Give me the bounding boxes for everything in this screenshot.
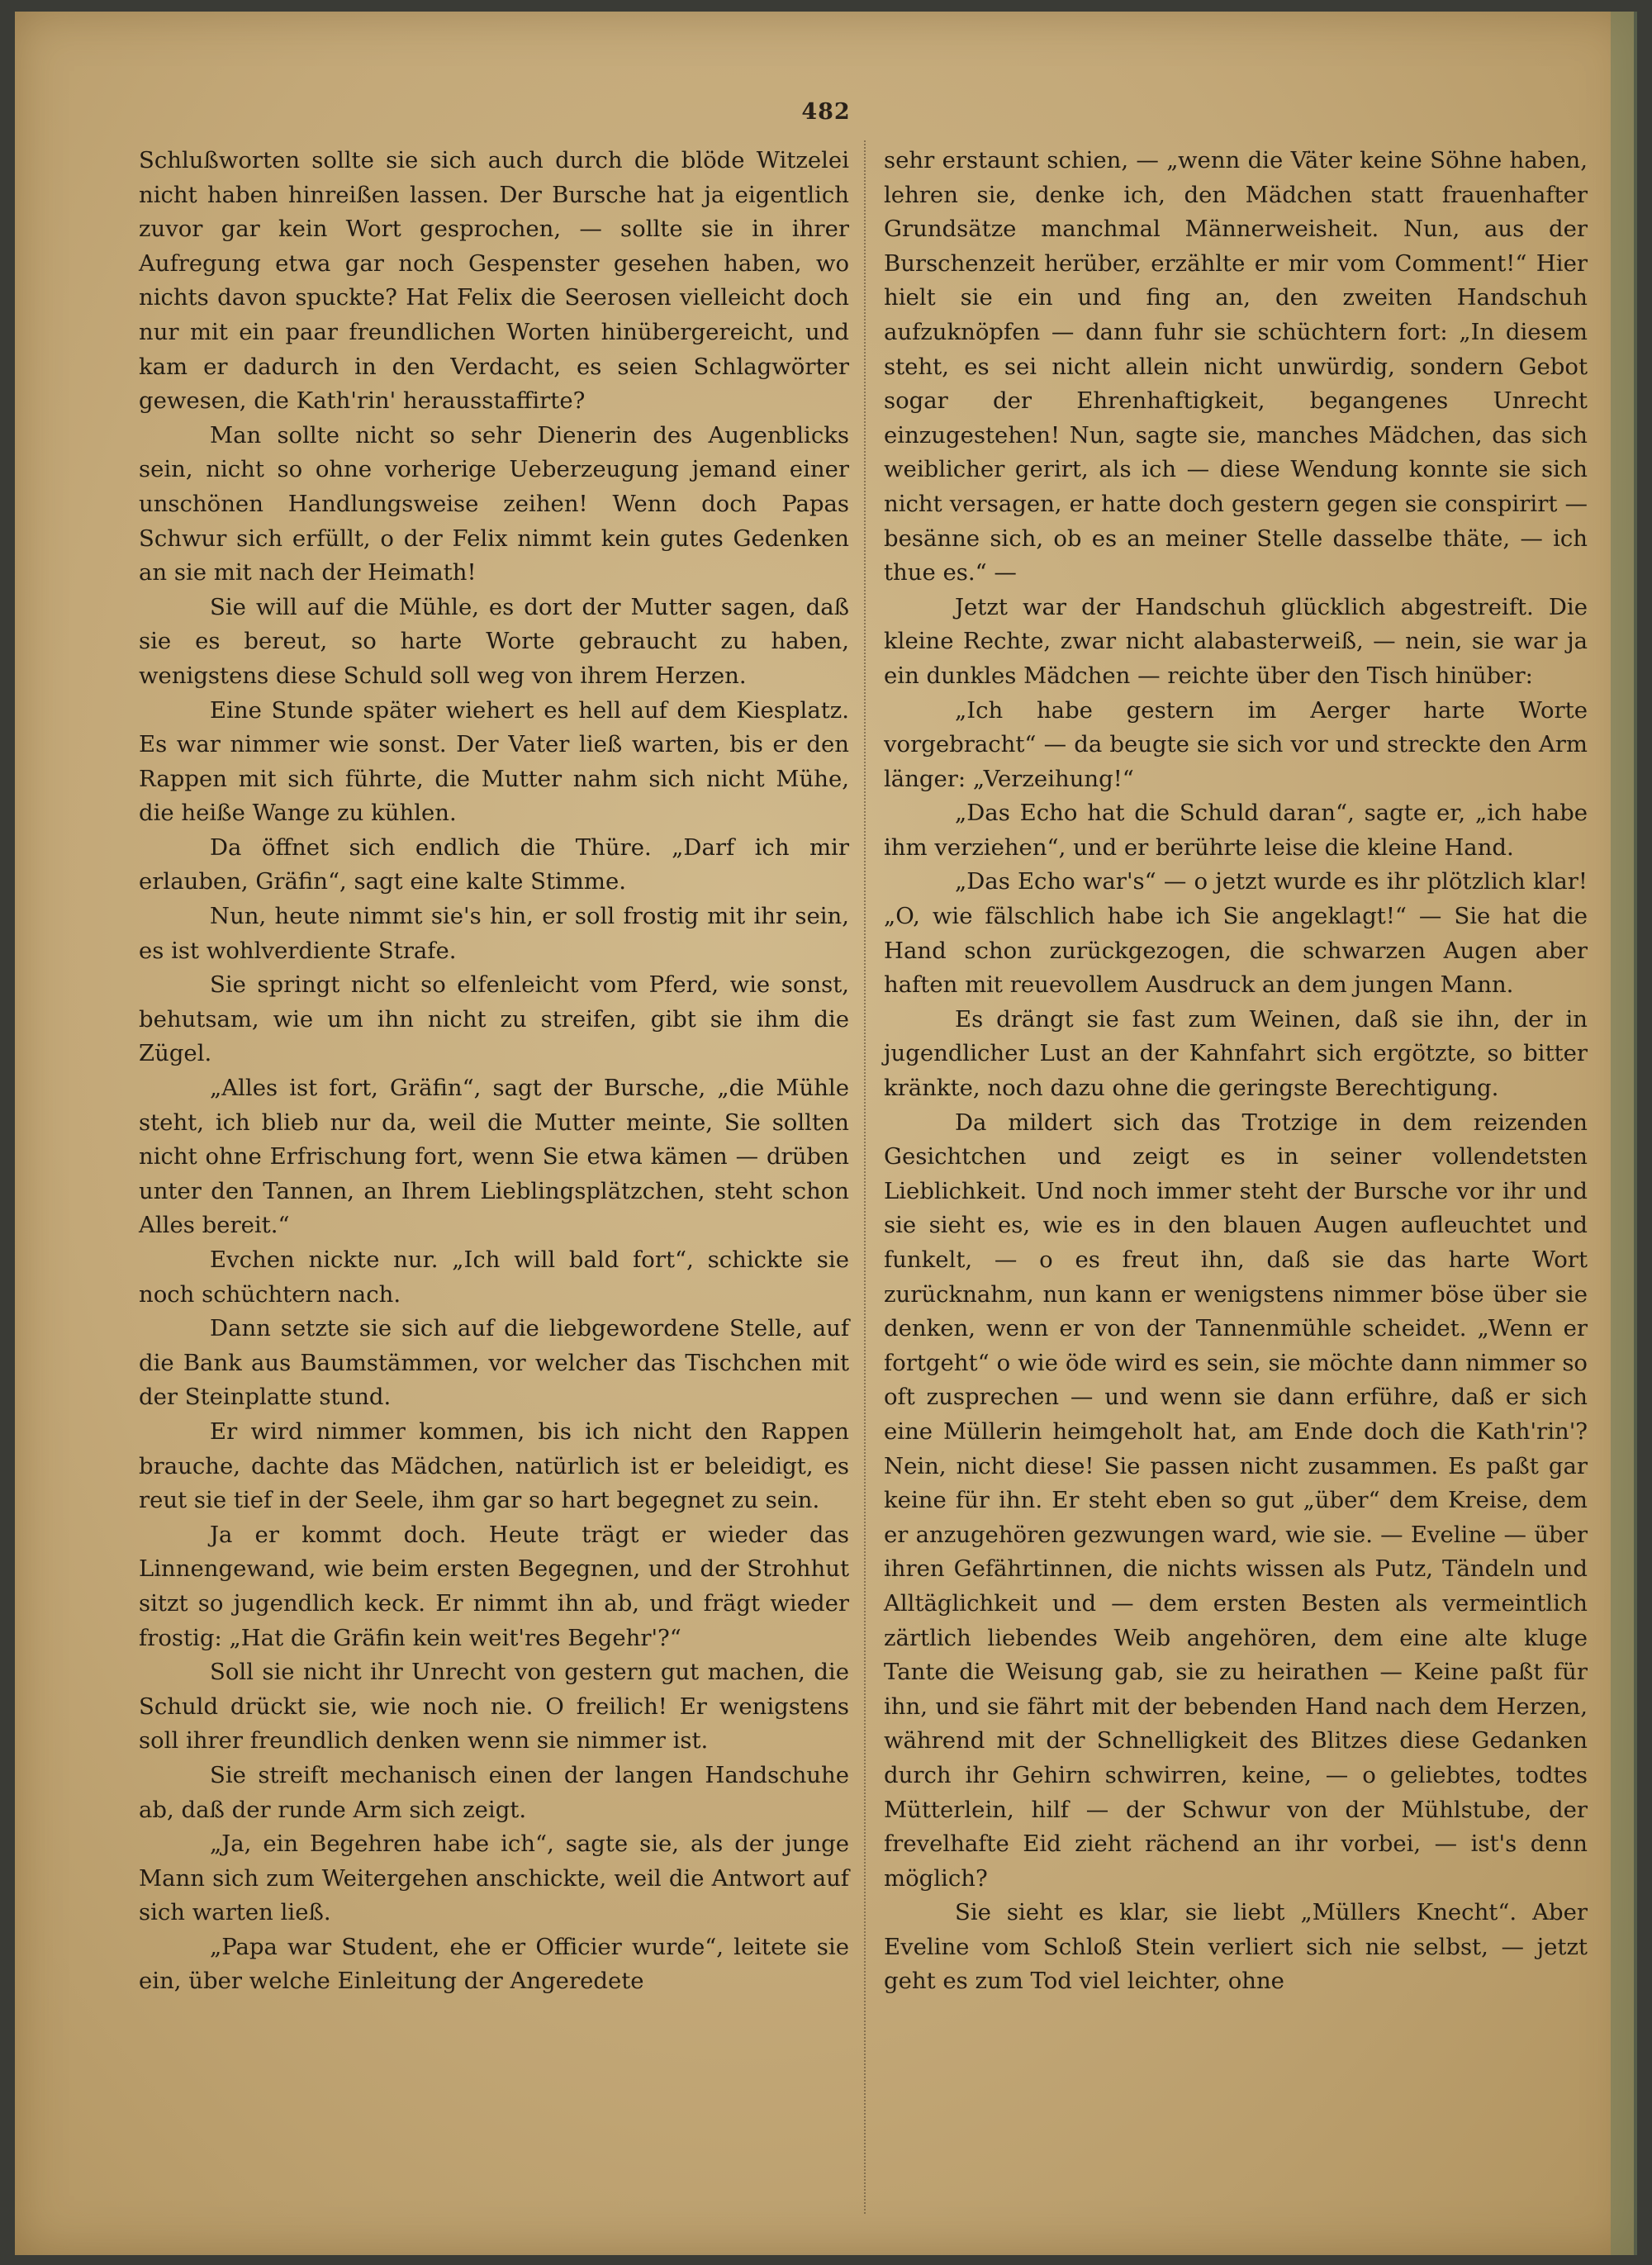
paragraph: Schlußworten sollte sie sich auch durch die blöde Witzelei nicht haben hinreißen lassen. Der Bursche hat ja eigentlich zuvor gar kein Wort gesprochen, — sollte sie in ihrer Aufregung etwa gar noch Gespenster gesehen haben, wo nichts davon spuckte? Hat Felix die Seerosen vielleicht doch nur mit ein paar freundlichen Worten hinübergereicht, und kam er dadurch in den Verdacht, es seien Schlagwörter gewesen, die Kath'rin' herausstaffirte? xyxy=(139,147,849,415)
column-divider xyxy=(864,140,866,2214)
page-edge-binding xyxy=(1611,12,1637,2255)
paragraph: „Alles ist fort, Gräfin“, sagt der Bursche, „die Mühle steht, ich blieb nur da, weil die Mutter meinte, Sie sollten nicht ohne Erfrischung fort, wenn Sie etwa kämen — drüben unter den Tannen, an Ihrem Lieblingsplätzchen, steht schon Alles bereit.“ xyxy=(139,1075,849,1239)
paragraph: „Das Echo hat die Schuld daran“, sagte er, „ich habe ihm verziehen“, und er berührte leise die kleine Hand. xyxy=(884,800,1588,861)
paragraph: sehr erstaunt schien, — „wenn die Väter keine Söhne haben, lehren sie, denke ich, den Mädchen statt frauenhafter Grundsätze manchmal Männerweisheit. Nun, aus der Burschenzeit herüber, erzählte er mir vom Comment!“ Hier hielt sie ein und fing an, den zweiten Handschuh aufzuknöpfen — dann fuhr sie schüchtern fort: „In diesem steht, es sei nicht allein nicht unwürdig, sondern Gebot sogar der Ehrenhaftigkeit, begangenes Unrecht einzugestehen! Nun, sagte sie, manches Mädchen, das sich weiblicher gerirt, als ich — diese Wendung konnte sie sich nicht versagen, er hatte doch gestern gegen sie conspirirt — besänne sich, ob es an meiner Stelle dasselbe thäte, — ich thue es.“ — xyxy=(884,147,1588,586)
page-number: 482 xyxy=(801,99,851,125)
paragraph: „Das Echo war's“ — o jetzt wurde es ihr plötzlich klar! „O, wie fälschlich habe ich Sie angeklagt!“ — Sie hat die Hand schon zurückgezogen, die schwarzen Augen aber haften mit reuevollem Ausdruck an dem jungen Mann. xyxy=(884,868,1588,999)
paragraph: Soll sie nicht ihr Unrecht von gestern gut machen, die Schuld drückt sie, wie noch nie. O freilich! Er wenigstens soll ihrer freundlich denken wenn sie nimmer ist. xyxy=(139,1659,849,1755)
paragraph: Sie springt nicht so elfenleicht vom Pferd, wie sonst, behutsam, wie um ihn nicht zu streifen, gibt sie ihm die Zügel. xyxy=(139,971,849,1067)
paragraph: Ja er kommt doch. Heute trägt er wieder das Linnengewand, wie beim ersten Begegnen, und der Strohhut sitzt so jugendlich keck. Er nimmt ihn ab, und frägt wieder frostig: „Hat die Gräfin kein weit'res Begehr'?“ xyxy=(139,1521,849,1651)
paragraph: Da öffnet sich endlich die Thüre. „Darf ich mir erlauben, Gräfin“, sagt eine kalte Stimme. xyxy=(139,833,849,895)
paragraph: Dann setzte sie sich auf die liebgewordene Stelle, auf die Bank aus Baumstämmen, vor welcher das Tischchen mit der Steinplatte stund. xyxy=(139,1315,849,1411)
left-text-column xyxy=(139,144,849,1999)
paragraph: Man sollte nicht so sehr Dienerin des Augenblicks sein, nicht so ohne vorherige Ueberzeugung jemand einer unschönen Handlungsweise zeihen! Wenn doch Papas Schwur sich erfüllt, o der Felix nimmt kein gutes Gedenken an sie mit nach der Heimath! xyxy=(139,421,849,586)
paragraph: „Ich habe gestern im Aerger harte Worte vorgebracht“ — da beugte sie sich vor und streckte den Arm länger: „Verzeihung!“ xyxy=(884,696,1588,792)
paragraph: „Ja, ein Begehren habe ich“, sagte sie, als der junge Mann sich zum Weitergehen anschickte, weil die Antwort auf sich warten ließ. xyxy=(139,1831,849,1926)
paragraph: Sie streift mechanisch einen der langen Handschuhe ab, daß der runde Arm sich zeigt. xyxy=(139,1761,849,1823)
paragraph: Er wird nimmer kommen, bis ich nicht den Rappen brauche, dachte das Mädchen, natürlich ist er beleidigt, es reut sie tief in der Seele, ihm gar so hart begegnet zu sein. xyxy=(139,1417,849,1514)
paragraph: „Papa war Student, ehe er Officier wurde“, leitete sie ein, über welche Einleitung der Angeredete xyxy=(139,1933,849,1995)
paragraph: Eine Stunde später wiehert es hell auf dem Kiesplatz. Es war nimmer wie sonst. Der Vater ließ warten, bis er den Rappen mit sich führte, die Mutter nahm sich nicht Mühe, die heiße Wange zu kühlen. xyxy=(139,696,849,827)
paragraph: Da mildert sich das Trotzige in dem reizenden Gesichtchen und zeigt es in seiner vollendetsten Lieblichkeit. Und noch immer steht der Bursche vor ihr und sie sieht es, wie es in den blauen Augen aufleuchtet und funkelt, — o es freut ihn, daß sie das harte Wort zurücknahm, nun kann er wenigstens nimmer böse über sie denken, wenn er von der Tannenmühle scheidet. „Wenn er fortgeht“ o wie öde wird es sein, sie möchte dann nimmer so oft zusprechen — und wenn sie dann erführe, daß er sich eine Müllerin heimgeholt hat, am Ende doch die Kath'rin'? Nein, nicht diese! Sie passen nicht zusammen. Es paßt gar keine für ihn. Er steht eben so gut „über“ dem Kreise, dem er anzugehören gezwungen ward, wie sie. — Eveline — über ihren Gefährtinnen, die nichts wissen als Putz, Tändeln und Alltäglichkeit und — dem ersten Besten als vermeintlich zärtlich liebendes Weib angehören, dem eine alte kluge Tante die Weisung gab, sie zu heirathen — Keine paßt für ihn, und sie fährt mit der bebenden Hand nach dem Herzen, während mit der Schnelligkeit des Blitzes diese Gedanken durch ihr Gehirn schwirren, keine, — o geliebtes, todtes Mütterlein, hilf — der Schwur von der Mühlstube, der frevelhafte Eid zieht rächend an ihr vorbei, — ist's denn möglich? xyxy=(884,1109,1588,1892)
paragraph: Jetzt war der Handschuh glücklich abgestreift. Die kleine Rechte, zwar nicht alabasterweiß, — nein, sie war ja ein dunkles Mädchen — reichte über den Tisch hinüber: xyxy=(884,593,1588,689)
paragraph: Nun, heute nimmt sie's hin, er soll frostig mit ihr sein, es ist wohlverdiente Strafe. xyxy=(139,903,849,964)
paragraph: Es drängt sie fast zum Weinen, daß sie ihn, der in jugendlicher Lust an der Kahnfahrt sich ergötzte, so bitter kränkte, noch dazu ohne die geringste Berechtigung. xyxy=(884,1005,1588,1102)
paragraph: Evchen nickte nur. „Ich will bald fort“, schickte sie noch schüchtern nach. xyxy=(139,1246,849,1308)
paragraph: Sie sieht es klar, sie liebt „Müllers Knecht“. Aber Eveline vom Schloß Stein verliert sich nie selbst, — jetzt geht es zum Tod viel leichter, ohne xyxy=(884,1899,1588,1995)
paragraph: Sie will auf die Mühle, es dort der Mutter sagen, daß sie es bereut, so harte Worte gebraucht zu haben, wenigstens diese Schuld soll weg von ihrem Herzen. xyxy=(139,593,849,689)
right-text-column xyxy=(884,144,1588,1999)
